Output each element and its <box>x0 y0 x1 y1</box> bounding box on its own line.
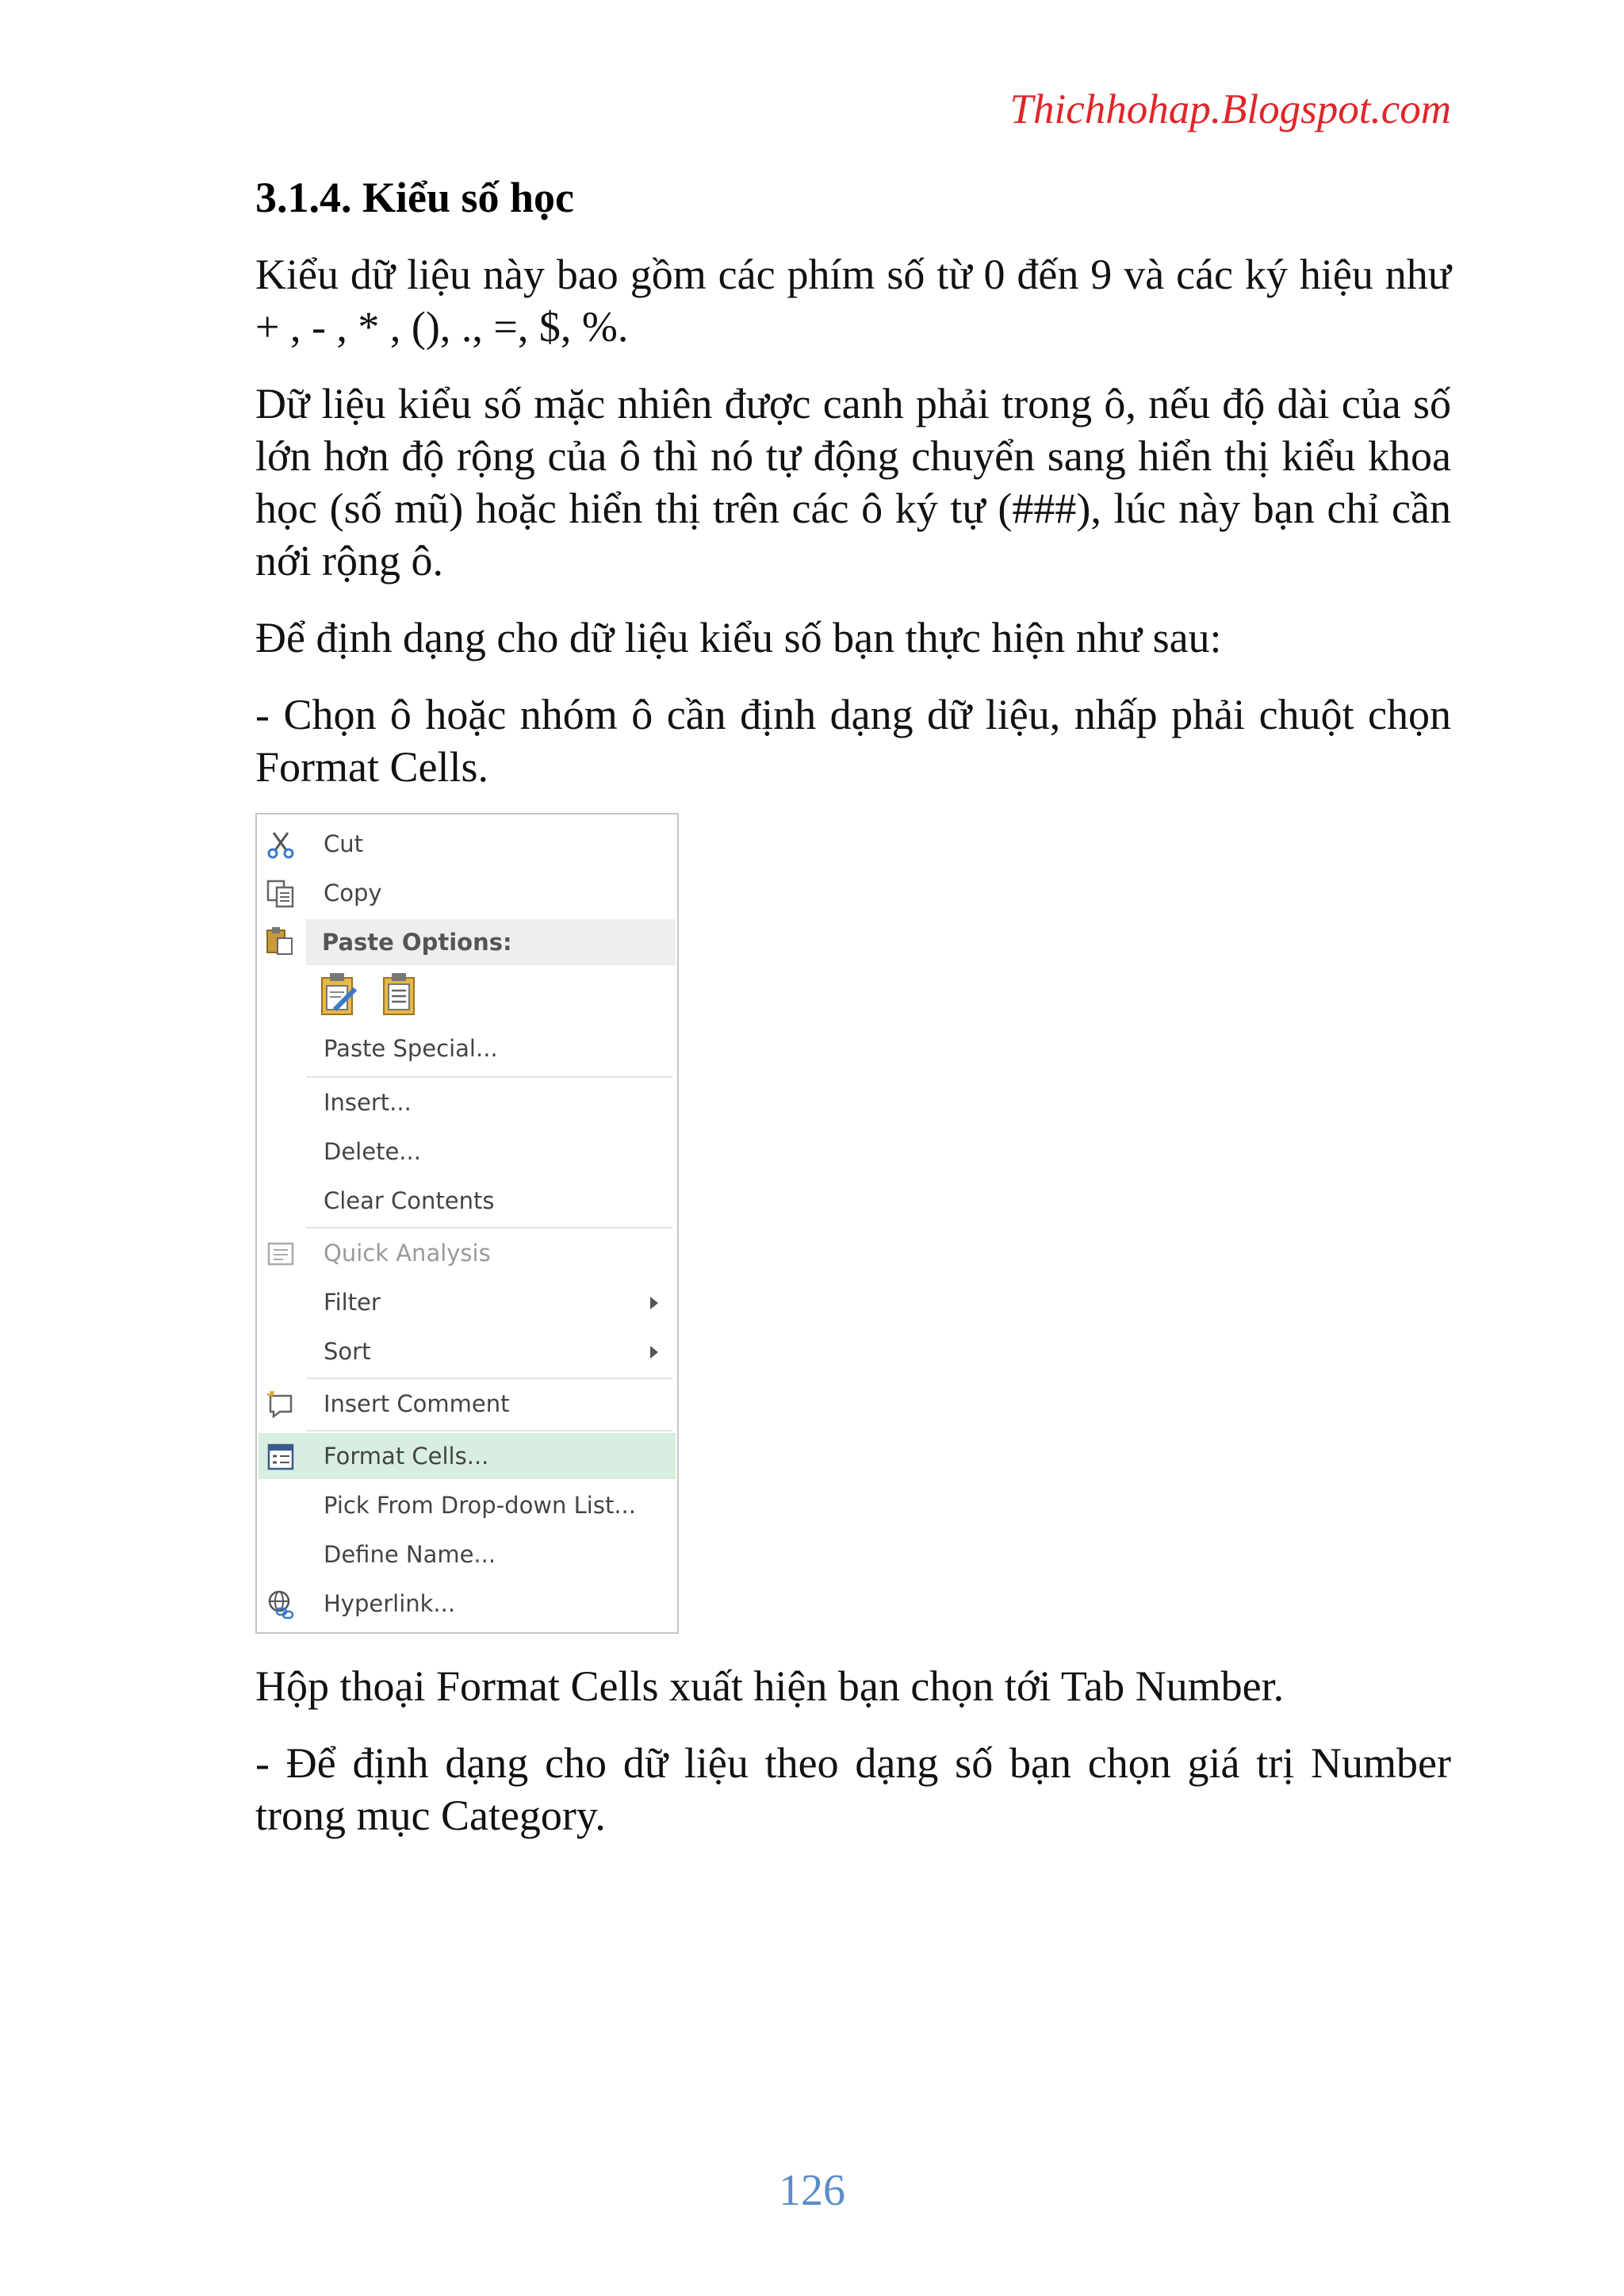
menu-item-format-cells[interactable] <box>259 1433 676 1479</box>
menu-item-delete[interactable] <box>259 1129 676 1175</box>
menu-item-label: Insert Comment <box>324 1390 510 1417</box>
hyperlink-icon <box>265 1589 297 1620</box>
menu-item-clear-contents[interactable] <box>259 1178 676 1224</box>
site-watermark: Thichhohap.Blogspot.com <box>1009 86 1451 132</box>
paste-icon <box>265 926 297 957</box>
menu-item-label: Quick Analysis <box>324 1240 491 1267</box>
context-menu <box>255 813 679 1634</box>
menu-item-label: Paste Special... <box>324 1035 498 1062</box>
quick-analysis-icon <box>265 1238 297 1270</box>
menu-item-filter[interactable] <box>259 1279 676 1325</box>
menu-item-label: Copy <box>324 880 382 907</box>
menu-item-insert-comment[interactable] <box>259 1381 676 1427</box>
section-heading: 3.1.4. Kiểu số học <box>255 174 575 221</box>
menu-item-hyperlink[interactable] <box>259 1581 676 1627</box>
comment-icon <box>265 1389 297 1420</box>
menu-separator <box>306 1227 672 1228</box>
paragraph-number-alignment: Dữ liệu kiểu số mặc nhiên được canh phải trong ô, nếu độ dài của số lớn hơn độ rộng của ô thì nó tự động chuyển sang hiển thị kiểu khoa học (số mũ) hoặc hiển thị trên các ô ký tự (###), lúc này bạn chỉ cần nới rộng ô. <box>255 380 1451 585</box>
menu-item-label: Clear Contents <box>324 1187 495 1214</box>
paste-formatting-icon[interactable] <box>319 972 362 1018</box>
menu-item-label: Cut <box>324 830 363 857</box>
menu-item-label: Filter <box>324 1289 381 1316</box>
menu-item-quick-analysis <box>259 1230 676 1276</box>
menu-separator <box>306 1430 672 1432</box>
submenu-arrow-icon <box>650 1297 658 1309</box>
page-number: 126 <box>779 2166 845 2215</box>
menu-item-cut[interactable] <box>259 821 676 867</box>
menu-item-copy[interactable] <box>259 870 676 916</box>
menu-item-label: Hyperlink... <box>324 1590 456 1617</box>
scissors-icon <box>265 829 297 861</box>
menu-item-label: Pick From Drop-down List... <box>324 1492 636 1519</box>
paste-options-header <box>306 919 676 965</box>
paste-options-buttons <box>319 972 422 1024</box>
menu-separator <box>306 1378 672 1379</box>
menu-item-define-name[interactable] <box>259 1531 676 1577</box>
paragraph-number-category: - Để định dạng cho dữ liệu theo dạng số bạn chọn giá trị Number trong mục Category. <box>255 1739 1451 1839</box>
paragraph-select-cells-step: - Chọn ô hoặc nhóm ô cần định dạng dữ liệu, nhấp phải chuột chọn Format Cells. <box>255 691 1451 791</box>
menu-header-label: Paste Options: <box>322 929 512 956</box>
menu-item-label: Insert... <box>324 1089 412 1116</box>
menu-item-label: Format Cells... <box>324 1443 489 1470</box>
paragraph-dialog-tab: Hộp thoại Format Cells xuất hiện bạn chọn tới Tab Number. <box>255 1662 1285 1710</box>
menu-item-label: Sort <box>324 1338 371 1365</box>
menu-item-paste-special[interactable] <box>259 1025 676 1071</box>
menu-item-label: Define Name... <box>324 1541 496 1568</box>
menu-item-label: Delete... <box>324 1138 421 1165</box>
menu-separator <box>306 1076 672 1078</box>
copy-icon <box>265 878 297 910</box>
paragraph-format-intro: Để định dạng cho dữ liệu kiểu số bạn thực hiện như sau: <box>255 614 1222 661</box>
menu-item-insert[interactable] <box>259 1079 676 1125</box>
menu-item-pick-from-list[interactable] <box>259 1482 676 1528</box>
paste-values-icon[interactable] <box>379 972 422 1018</box>
format-cells-icon <box>265 1441 297 1473</box>
menu-item-sort[interactable] <box>259 1328 676 1374</box>
paragraph-number-type-intro: Kiểu dữ liệu này bao gồm các phím số từ 0 đến 9 và các ký hiệu như + , - , * , (), ., =, $, %. <box>255 251 1451 351</box>
submenu-arrow-icon <box>650 1346 658 1359</box>
